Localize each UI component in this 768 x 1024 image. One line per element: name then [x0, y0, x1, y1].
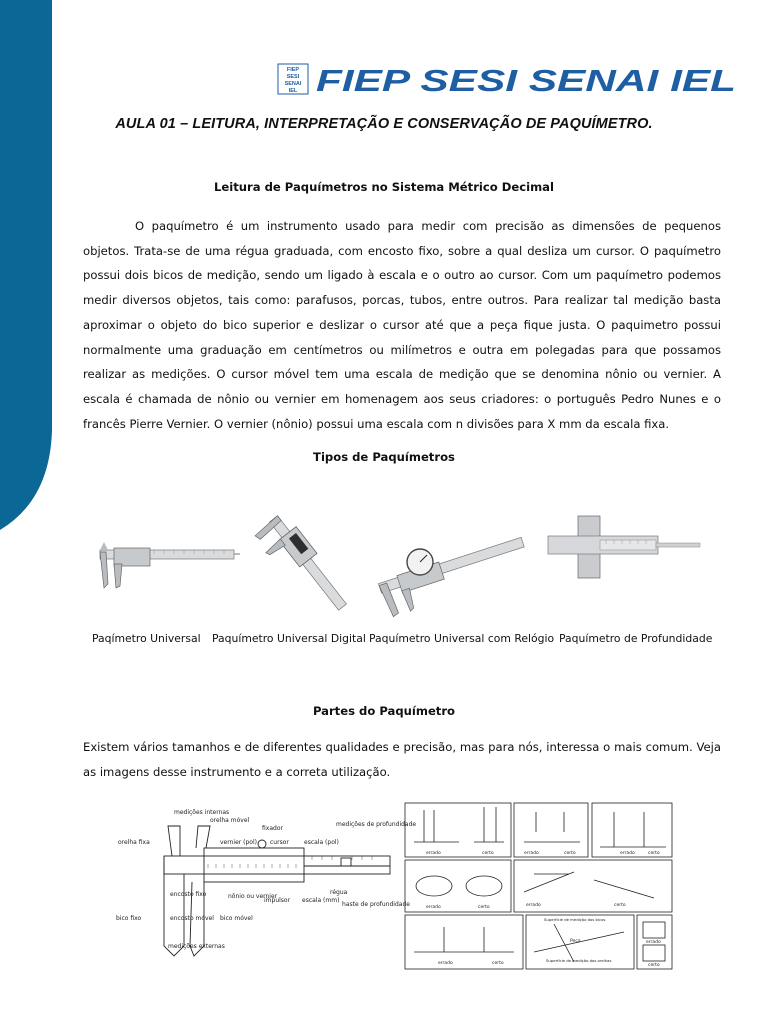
- universal-caliper-photo: [94, 512, 242, 612]
- label-regua: régua: [330, 889, 348, 896]
- digital-caliper-photo: [250, 508, 362, 616]
- label-encosto-movel: encosto móvel: [170, 915, 214, 922]
- usage-label-certo-3: certo: [648, 851, 660, 856]
- usage-label-errado-6: errado: [438, 961, 453, 966]
- label-orelha-movel: orelha móvel: [210, 817, 250, 824]
- section-heading-leitura: Leitura de Paquímetros no Sistema Métrico Decimal: [214, 180, 554, 194]
- usage-label-errado-7: errado: [646, 940, 661, 945]
- caption-digital: Paquímetro Universal Digital: [212, 632, 366, 645]
- usage-label-certo-1: certo: [482, 851, 494, 856]
- caliper-usage-diagram: [404, 802, 674, 970]
- usage-label-errado-2: errado: [524, 851, 539, 856]
- logo-mini-iel: IEL: [288, 88, 298, 94]
- caption-universal: Paqímetro Universal: [92, 632, 201, 645]
- label-fixador: fixador: [262, 825, 283, 832]
- section-heading-partes: Partes do Paquímetro: [312, 704, 456, 718]
- label-escala-mm: escala (mm): [302, 897, 340, 904]
- usage-label-errado-5: errado: [526, 903, 541, 908]
- section-heading-tipos: Tipos de Paquímetros: [313, 450, 455, 464]
- usage-label-errado-1: errado: [426, 851, 441, 856]
- dial-caliper-photo: [372, 522, 532, 606]
- label-medicoes-profundidade: medições de profundidade: [336, 821, 417, 828]
- label-cursor: cursor: [270, 839, 289, 846]
- caption-relogio: Paquímetro Universal com Relógio: [369, 632, 555, 645]
- usage-label-certo-6: certo: [492, 961, 504, 966]
- usage-label-errado-4: errado: [426, 905, 441, 910]
- fiep-sesi-senai-iel-logo: [278, 62, 738, 96]
- label-nonio-vernier: nônio ou vernier: [228, 893, 278, 900]
- label-bico-movel: bico móvel: [220, 915, 253, 922]
- usage-label-certo-7: certo: [648, 963, 660, 968]
- usage-label-certo-5: certo: [614, 903, 626, 908]
- label-escala-pol: escala (pol): [304, 839, 339, 846]
- label-impulsor: impulsor: [264, 897, 291, 904]
- logo-text: FIEP SESI SENAI IEL: [316, 63, 736, 98]
- label-medicoes-externas: medições externas: [168, 943, 225, 950]
- intro-paragraph: O paquímetro é um instrumento usado para medir com precisão as dimensões de pequenos objetos. Trata-se de uma régua graduada, com encosto fixo, sobre a qual desliza um cursor. O paquímetro possui dois bicos de medição, sendo um ligado à escala e o outro ao cursor. Com um paquímetro podemos medir diversos objetos, tais como: parafusos, porcas, tubos, entre outros. Para realizar tal medição basta aproximar o objeto do bico superior e deslizar o cursor até que a peça fique justa. O paquimetro possui normalmente uma graduação em centímetros ou milímetros e outra em polegadas para que possamos realizar as medições. O cursor móvel tem uma escala de medição que se denomina nônio ou vernier. A escala é chamada de nônio ou vernier em homenagem aos seus criadores: o português Pedro Nunes e o francês Pierre Vernier. O vernier (nônio) possui uma escala com n divisões para X mm da escala fixa.: [83, 219, 721, 431]
- logo-mini-senai: SENAI: [284, 81, 302, 87]
- label-orelha-fixa: orelha fixa: [118, 839, 150, 846]
- label-medicoes-internas: medições internas: [174, 809, 230, 816]
- usage-label-superficie-orelhas: Superfície de medição das orelhas: [546, 958, 612, 963]
- logo-mini-fiep: FIEP: [286, 67, 300, 73]
- partes-paragraph: Existem vários tamanhos e de diferentes qualidades e precisão, mas para nós, interessa o mais comum. Veja as imagens desse instrumento e a correta utilização.: [83, 740, 721, 779]
- depth-caliper-photo: [544, 510, 704, 590]
- label-haste-profundidade: haste de profundidade: [342, 901, 410, 908]
- label-vernier-pol: vernier (pol): [220, 839, 257, 846]
- usage-label-certo-2: certo: [564, 851, 576, 856]
- caliper-parts-diagram: [112, 806, 417, 964]
- usage-label-errado-3: errado: [620, 851, 635, 856]
- usage-label-peca: Peça: [570, 939, 581, 944]
- document-title: AULA 01 – LEITURA, INTERPRETAÇÃO E CONSERVAÇÃO DE PAQUÍMETRO.: [115, 116, 653, 132]
- label-encosto-fixo: encosto fixo: [170, 891, 207, 898]
- usage-label-certo-4: certo: [478, 905, 490, 910]
- caption-profundidade: Paquímetro de Profundidade: [559, 632, 713, 645]
- usage-label-superficie-bicos: Superfície de medição dos bicos: [544, 917, 606, 922]
- label-bico-fixo: bico fixo: [116, 915, 142, 922]
- logo-mini-sesi: SESI: [286, 74, 300, 80]
